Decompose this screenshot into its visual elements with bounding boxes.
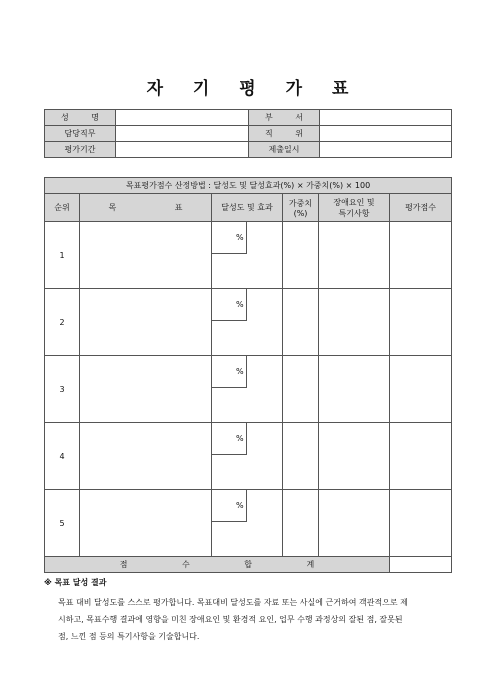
note-line-1: 목표 대비 달성도를 스스로 평가합니다. 목표대비 달성도를 자료 또는 사실에 근거하여 객관적으로 제: [58, 598, 408, 607]
submit-label: 제출일시: [249, 142, 320, 158]
score-cell[interactable]: [390, 490, 452, 557]
achievement-cell[interactable]: [212, 289, 283, 356]
score-cell[interactable]: [390, 289, 452, 356]
submit-field[interactable]: [320, 142, 452, 158]
weight-cell[interactable]: [283, 222, 319, 289]
period-field[interactable]: [116, 142, 249, 158]
goal-cell[interactable]: [80, 289, 212, 356]
period-label: 평가기간: [45, 142, 116, 158]
goal-cell[interactable]: [80, 222, 212, 289]
header-weight-line1: 가중치: [288, 198, 313, 208]
dept-field[interactable]: [320, 110, 452, 126]
obstacle-cell[interactable]: [319, 289, 390, 356]
header-obstacle-line2: 특기사항: [338, 208, 370, 218]
score-cell[interactable]: [390, 356, 452, 423]
row-number: 4: [45, 423, 80, 490]
total-row: [45, 557, 452, 573]
percent-sign: %: [236, 434, 244, 443]
header-weight-line2: (%): [293, 208, 308, 218]
name-label: 성 명: [45, 110, 116, 126]
header-achievement: 달성도 및 효과: [212, 194, 283, 222]
total-score-cell[interactable]: [390, 557, 452, 573]
note-line-3: 점, 느낀 점 등의 특기사항을 기술합니다.: [58, 632, 200, 641]
info-table: [44, 109, 452, 158]
header-obstacle: [319, 194, 390, 222]
page-title: 자 기 평 가 표: [146, 79, 361, 99]
table-row: [45, 289, 452, 356]
position-label: 직 위: [249, 126, 320, 142]
duty-label: 담당직무: [45, 126, 116, 142]
percent-sign: %: [236, 233, 244, 242]
row-number: 5: [45, 490, 80, 557]
score-cell[interactable]: [390, 423, 452, 490]
table-row: [45, 222, 452, 289]
note-body: [44, 594, 454, 645]
header-order: 순위: [45, 194, 80, 222]
row-number: 1: [45, 222, 80, 289]
achievement-cell[interactable]: [212, 356, 283, 423]
percent-sign: %: [236, 501, 244, 510]
header-weight: [283, 194, 319, 222]
formula-text: 목표평가점수 산정방법 : 달성도 및 달성효과(%) × 가중치(%) × 100: [45, 178, 452, 194]
weight-cell[interactable]: [283, 423, 319, 490]
total-label: 점 수 합 계: [45, 557, 390, 573]
duty-field[interactable]: [116, 126, 249, 142]
header-score: 평가점수: [390, 194, 452, 222]
note-line-2: 시하고, 목표수행 결과에 영향을 미친 장애요인 및 환경적 요인, 업무 수행 과정상의 잘된 점, 잘못된: [58, 615, 403, 624]
weight-cell[interactable]: [283, 289, 319, 356]
dept-label: 부 서: [249, 110, 320, 126]
note-title: ※ 목표 달성 결과: [44, 578, 107, 587]
weight-cell[interactable]: [283, 356, 319, 423]
score-cell[interactable]: [390, 222, 452, 289]
percent-sign: %: [236, 300, 244, 309]
obstacle-cell[interactable]: [319, 356, 390, 423]
name-field[interactable]: [116, 110, 249, 126]
position-field[interactable]: [320, 126, 452, 142]
table-row: [45, 423, 452, 490]
percent-sign: %: [236, 367, 244, 376]
header-goal: 목 표: [80, 194, 212, 222]
obstacle-cell[interactable]: [319, 423, 390, 490]
note-section: [44, 577, 454, 645]
evaluation-table: [44, 177, 452, 573]
achievement-cell[interactable]: [212, 423, 283, 490]
table-row: [45, 356, 452, 423]
goal-cell[interactable]: [80, 423, 212, 490]
row-number: 2: [45, 289, 80, 356]
goal-cell[interactable]: [80, 490, 212, 557]
weight-cell[interactable]: [283, 490, 319, 557]
achievement-cell[interactable]: [212, 222, 283, 289]
row-number: 3: [45, 356, 80, 423]
header-obstacle-line1: 장애요인 및: [333, 197, 375, 207]
goal-cell[interactable]: [80, 356, 212, 423]
obstacle-cell[interactable]: [319, 222, 390, 289]
achievement-cell[interactable]: [212, 490, 283, 557]
table-row: [45, 490, 452, 557]
obstacle-cell[interactable]: [319, 490, 390, 557]
